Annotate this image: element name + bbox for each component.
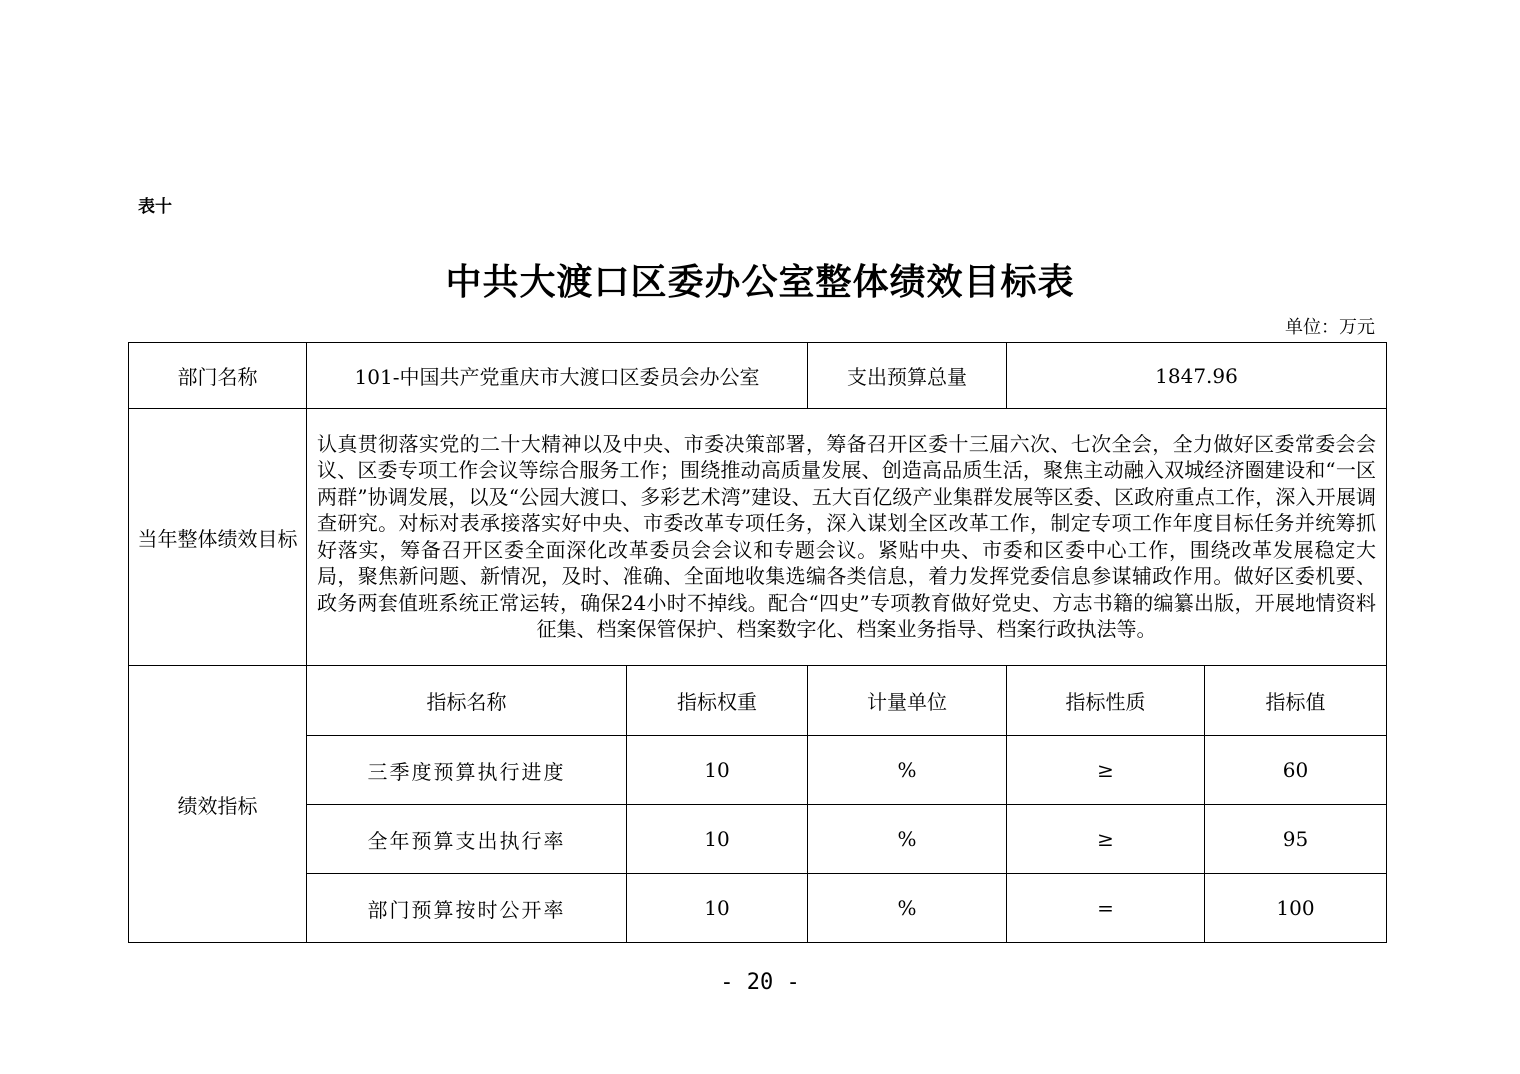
indicator-name: 三季度预算执行进度 (307, 736, 627, 805)
indicator-unit: % (808, 874, 1007, 943)
page-number: - 20 - (720, 970, 800, 995)
indicator-unit: % (808, 805, 1007, 874)
header-indicator-name: 指标名称 (307, 666, 627, 736)
goal-row (129, 409, 1387, 666)
indicator-name: 部门预算按时公开率 (307, 874, 627, 943)
indicator-weight: 10 (627, 874, 808, 943)
dept-name-value: 101-中国共产党重庆市大渡口区委员会办公室 (307, 343, 808, 409)
indicator-header-row (129, 666, 1387, 736)
indicator-unit: % (808, 736, 1007, 805)
dept-name-label: 部门名称 (129, 343, 307, 409)
header-value: 指标值 (1205, 666, 1387, 736)
indicators-section-label: 绩效指标 (129, 666, 307, 943)
table-row (129, 736, 1387, 805)
table-label: 表十 (138, 197, 172, 217)
page-title: 中共大渡口区委办公室整体绩效目标表 (445, 261, 1075, 303)
indicator-value: 95 (1205, 805, 1387, 874)
goal-label: 当年整体绩效目标 (129, 409, 307, 666)
goal-text: 认真贯彻落实党的二十大精神以及中央、市委决策部署，筹备召开区委十三届六次、七次全会，全力做好区委常委会会议、区委专项工作会议等综合服务工作；围绕推动高质量发展、创造高品质生活，聚焦主动融入双城经济圈建设和“一区两群”协调发展，以及“公园大渡口、多彩艺术湾”建设、五大百亿级产业集群发展等区委、区政府重点工作，深入开展调查研究。对标对表承接落实好中央、市委改革专项任务，深入谋划全区改革工作，制定专项工作年度目标任务并统筹抓好落实，筹备召开区委全面深化改革委员会会议和专题会议。紧贴中央、市委和区委中心工作，围绕改革发展稳定大局，聚焦新问题、新情况，及时、准确、全面地收集选编各类信息，着力发挥党委信息参谋辅政作用。做好区委机要、政务两套值班系统正常运转，确保24小时不掉线。配合“四史”专项教育做好党史、方志书籍的编纂出版，开展地情资料征集、档案保管保护、档案数字化、档案业务指导、档案行政执法等。 (307, 409, 1387, 666)
indicator-weight: 10 (627, 736, 808, 805)
budget-total-value: 1847.96 (1007, 343, 1387, 409)
indicator-name: 全年预算支出执行率 (307, 805, 627, 874)
performance-table (128, 342, 1387, 943)
header-nature: 指标性质 (1007, 666, 1205, 736)
table-row (129, 805, 1387, 874)
indicator-value: 60 (1205, 736, 1387, 805)
indicator-value: 100 (1205, 874, 1387, 943)
unit-note: 单位：万元 (1285, 317, 1375, 338)
header-unit: 计量单位 (808, 666, 1007, 736)
indicator-weight: 10 (627, 805, 808, 874)
table-row (129, 874, 1387, 943)
indicator-nature: ≥ (1007, 805, 1205, 874)
budget-total-label: 支出预算总量 (808, 343, 1007, 409)
indicator-nature: ≥ (1007, 736, 1205, 805)
header-indicator-weight: 指标权重 (627, 666, 808, 736)
dept-row (129, 343, 1387, 409)
indicator-nature: = (1007, 874, 1205, 943)
